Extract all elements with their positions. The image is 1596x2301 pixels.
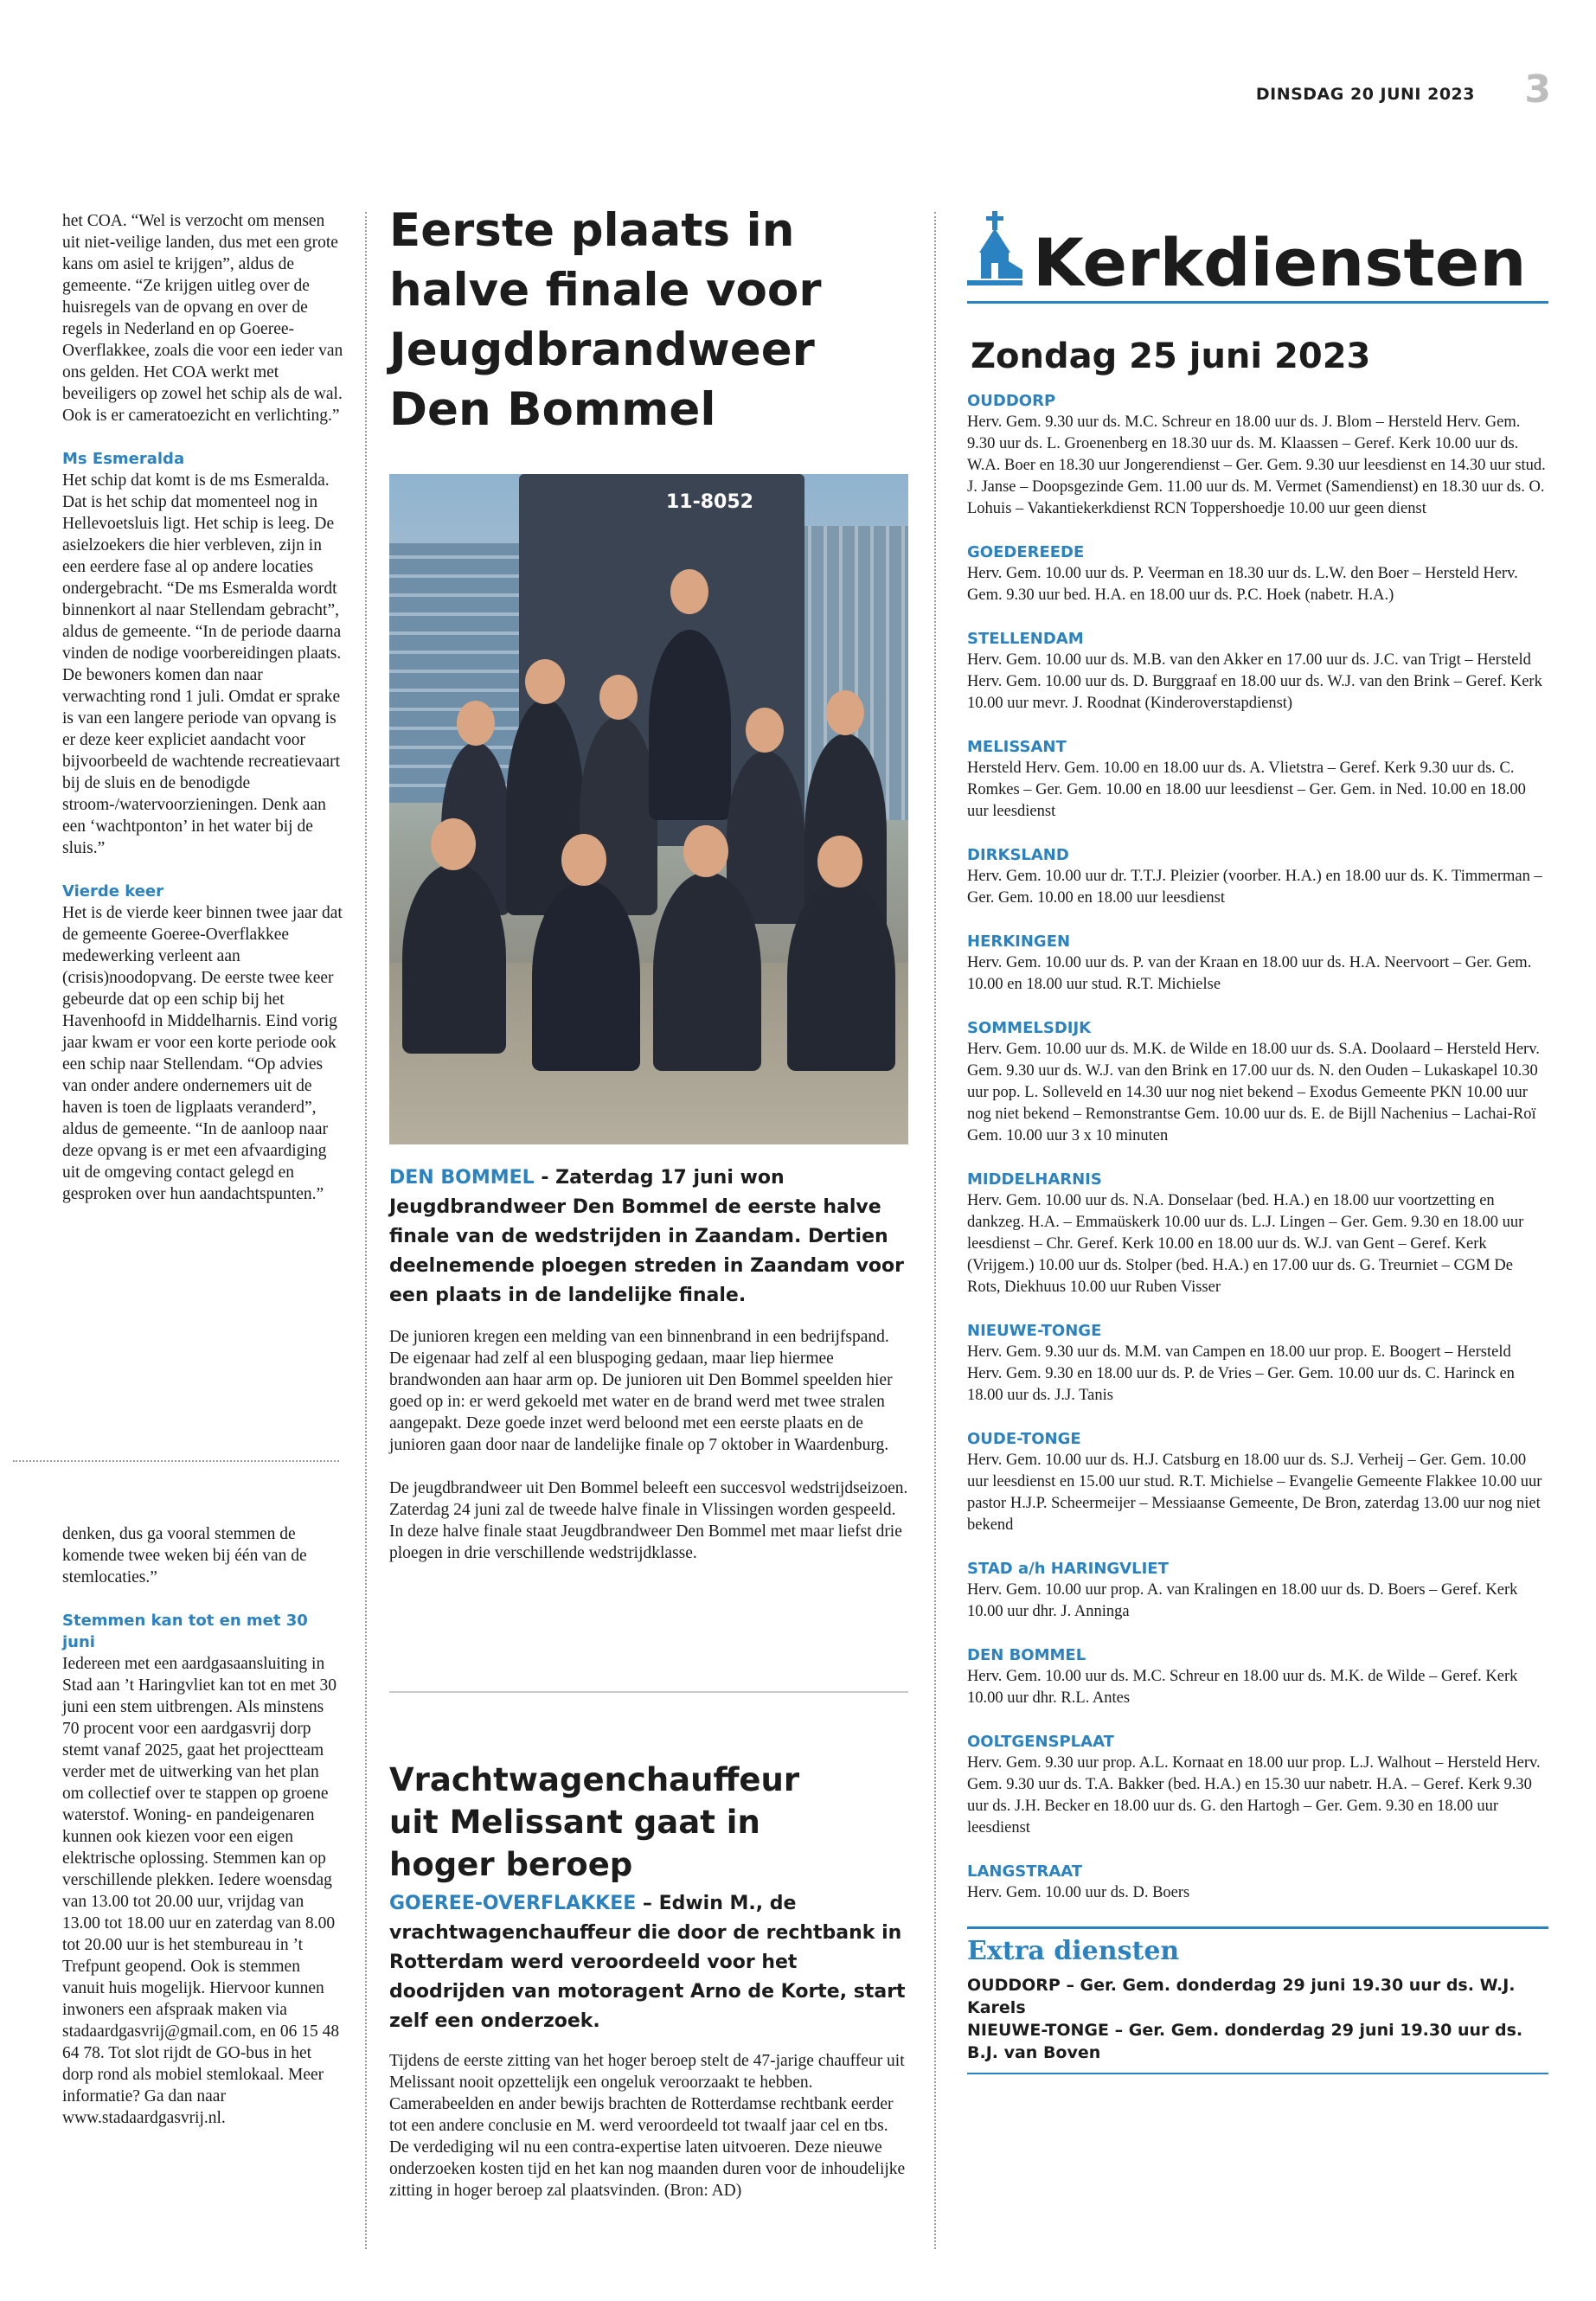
subheading-stemmen: Stemmen kan tot en met 30 juni — [62, 1612, 308, 1651]
truck-number: 11-8052 — [666, 491, 753, 513]
dateline-location: GOEREE-OVERFLAKKEE — [389, 1893, 637, 1914]
subheading-ms-esmeralda: Ms Esmeralda — [62, 450, 185, 468]
place-name: STELLENDAM — [967, 630, 1084, 648]
kerkdiensten-date: Zondag 25 juni 2023 — [971, 336, 1371, 376]
extra-service-line: NIEUWE-TONGE – Ger. Gem. donderdag 29 juni 19.30 uur ds. B.J. van Boven — [967, 2021, 1523, 2062]
place-name: OUDE-TONGE — [967, 1430, 1081, 1448]
paragraph: De jeugdbrandweer uit Den Bommel beleeft een succesvol wedstrijdseizoen. Zaterdag 24 juni zal de tweede halve finale in Vlissingen worden gespeeld. In deze halve finale staat Jeugdbrandweer Den Bommel met maar liefst drie ploegen in drie verschillende wedstrijdklasse. — [389, 1479, 908, 1562]
column-left — [62, 210, 343, 1227]
page-date: DINSDAG 20 JUNI 2023 — [1255, 85, 1475, 104]
place-name: STAD a/h HARINGVLIET — [967, 1560, 1169, 1578]
article-vrachtwagenchauffeur — [389, 1759, 908, 2202]
paragraph: het COA. “Wel is verzocht om mensen uit niet-veilige landen, dus met een grote kans om asiel te krijgen”, aldus de gemeente. “Ze krijgen uitleg over de huisregels van de opvang en over de regels in Nederland en op Goeree-Overflakkee, zoals die voor een ieder van ons gelden. Het COA werkt met beveiligers op zowel het schip als de wal. Ook is er cameratoezicht en verlichting.” — [62, 212, 343, 425]
place-name: MELISSANT — [967, 738, 1067, 756]
place-name: OUDDORP — [967, 392, 1056, 410]
church-listing — [967, 390, 1548, 1904]
paragraph: denken, dus ga vooral stemmen de komende twee weken bij één van de stemlocaties.” — [62, 1525, 307, 1586]
service-text: Herv. Gem. 10.00 uur ds. P. van der Kraan en 18.00 uur ds. H.A. Neervoort – Ger. Gem. 10.00 en 18.00 uur stud. R.T. Michielse — [967, 954, 1532, 993]
kerkdiensten-title: Kerkdiensten — [1033, 224, 1527, 301]
church-icon — [967, 211, 1022, 298]
divider — [389, 1691, 908, 1693]
article-lead: DEN BOMMEL - Zaterdag 17 juni won Jeugdbrandweer Den Bommel de eerste halve finale van de wedstrijden in Zaandam. Dertien deelnemende ploegen streden in Zaandam voor een plaats in de landelijke finale. — [389, 1167, 904, 1306]
divider — [13, 1460, 339, 1462]
place-name: NIEUWE-TONGE — [967, 1322, 1102, 1340]
place-name: LANGSTRAAT — [967, 1862, 1083, 1881]
column-separator-right — [934, 212, 936, 2249]
service-text: Herv. Gem. 10.00 uur ds. M.C. Schreur en 18.00 uur ds. M.K. de Wilde – Geref. Kerk 10.00 uur dhr. R.L. Antes — [967, 1668, 1518, 1707]
extra-diensten-box — [967, 1926, 1548, 2074]
article-body — [389, 1326, 908, 1564]
place-name: GOEDEREEDE — [967, 543, 1085, 561]
service-text: Herv. Gem. 10.00 uur ds. M.B. van den Akker en 17.00 uur ds. J.C. van Trigt – Hersteld Herv. Gem. 10.00 uur ds. D. Burggraaf en 18.00 uur ds. W.J. van den Brink – Geref. Kerk 10.00 uur mevr. J. Roodnat (Kinderoverstapdienst) — [967, 651, 1542, 712]
service-text: Herv. Gem. 9.30 uur prop. A.L. Kornaat en 18.00 uur prop. L.J. Walhout – Hersteld Herv. Gem. 9.30 uur ds. T.A. Bakker (bed. H.A.) en 15.30 uur nabetr. H.A. – Geref. Kerk 9.30 uur ds. J.H. Becker en 18.00 uur ds. G. den Hartogh – Ger. Gem. 9.30 en 18.00 uur leesdienst — [967, 1754, 1541, 1836]
service-text: Herv. Gem. 10.00 uur ds. H.J. Catsburg en 18.00 uur ds. S.J. Verheij – Ger. Gem. 10.00 uur leesdienst en 15.00 uur stud. R.T. Michielse – Evangelie Gemeente Flakkee 10.00 uur pastor H.J.P. Scheermeijer – Messiaanse Gemeente, De Bron, zaterdag 13.00 uur nog niet bekend — [967, 1452, 1542, 1534]
service-text: Herv. Gem. 10.00 uur prop. A. van Kralingen en 18.00 uur ds. D. Boers – Geref. Kerk 10.00 uur dhr. J. Anninga — [967, 1581, 1518, 1620]
paragraph: Het is de vierde keer binnen twee jaar dat de gemeente Goeree-Overflakkee medewerking verleent aan (crisis)noodopvang. De eerste twee keer gebeurde dat op een schip bij het Havenhoofd in Middelharnis. Eind vorig jaar kwam er voor een korte periode ook een schip naar Stellendam. “Op advies van onder andere ondernemers uit de haven is toen de ligplaats veranderd”, aldus de gemeente. “In de aanloop naar deze opvang is er met een afvaardiging uit de omgeving contact gelegd en gesproken over hun aandachtspunten.” — [62, 904, 343, 1203]
service-text: Herv. Gem. 10.00 uur ds. P. Veerman en 18.30 uur ds. L.W. den Boer – Hersteld Herv. Gem. 9.30 uur bed. H.A. en 18.00 uur ds. P.C. Hoek (nabetr. H.A.) — [967, 565, 1518, 604]
article-body — [389, 2050, 908, 2202]
article-photo — [389, 474, 908, 1144]
kerkdiensten-header — [967, 211, 1548, 304]
service-text: Herv. Gem. 10.00 uur dr. T.T.J. Pleizier (voorber. H.A.) en 18.00 uur ds. K. Timmerman – Ger. Gem. 10.00 en 18.00 uur leesdienst — [967, 868, 1542, 907]
paragraph: Het schip dat komt is de ms Esmeralda. Dat is het schip dat momenteel nog in Hellevoetsluis ligt. Het schip is leeg. De asielzoekers die hier verbleven, zijn in een eerdere fase al op andere locaties ondergebracht. “De ms Esmeralda wordt binnenkort al naar Stellendam gebracht”, aldus de gemeente. “In de periode daarna vinden de nodige voorbereidingen plaats. De bewoners komen dan naar verwachting rond 1 juli. Omdat er sprake is van een langere periode van opvang is er deze keer expliciet aandacht voor bijvoorbeeld de wachtende recreatievaart bij de sluis en de benodigde stroom-/watervoorzieningen. Denk aan een ‘wachtponton’ in het water bij de sluis.” — [62, 471, 342, 857]
service-text: Hersteld Herv. Gem. 10.00 en 18.00 uur ds. A. Vlietstra – Geref. Kerk 9.30 uur ds. C. Romkes – Ger. Gem. 10.00 en 18.00 uur leesdienst – Ger. Gem. in Ned. 10.00 en 18.00 uur leesdienst — [967, 760, 1526, 820]
column-separator-left — [365, 212, 367, 2249]
service-text: Herv. Gem. 9.30 uur ds. M.M. van Campen en 18.00 uur prop. E. Boogert – Hersteld Herv. Gem. 9.30 en 18.00 uur ds. P. de Vries – Ger. Gem. 10.00 uur ds. C. Harinck en 18.00 uur ds. J.J. Tanis — [967, 1343, 1515, 1404]
paragraph: De junioren kregen een melding van een binnenbrand in een bedrijfspand. De eigenaar had zelf al een bluspoging gedaan, maar liep hiermee brandwonden aan haar arm op. De junioren uit Den Bommel speelden hier goed op in: er werd gekoeld met water en de brand werd met twee stralen aangepakt. Deze goede inzet werd beloond met een eerste plaats en de junioren gaan door naar de landelijke finale op 7 oktober in Waardenburg. — [389, 1328, 893, 1454]
article-headline: Eerste plaats in halve finale voor Jeugdbrandweer Den Bommel — [389, 204, 822, 436]
place-name: SOMMELSDIJK — [967, 1019, 1092, 1037]
place-name: MIDDELHARNIS — [967, 1170, 1102, 1189]
extra-service-line: OUDDORP – Ger. Gem. donderdag 29 juni 19.30 uur ds. W.J. Karels — [967, 1976, 1516, 2017]
kerkdiensten-section — [967, 211, 1548, 2074]
place-name: DIRKSLAND — [967, 846, 1069, 864]
extra-diensten-title: Extra diensten — [967, 1936, 1180, 1966]
service-text: Herv. Gem. 9.30 uur ds. M.C. Schreur en 18.00 uur ds. J. Blom – Hersteld Herv. Gem. 9.30 uur ds. L. Groenenberg en 18.30 uur ds. M. Klaassen – Geref. Kerk 10.00 uur ds. W.A. Boer en 18.30 uur Jongerendienst – Ger. Gem. 9.30 uur leesdienst en 14.30 uur stud. J. Janse – Doopsgezinde Gem. 11.00 uur ds. M. Vermet (Samendienst) en 18.30 uur ds. O. Lohuis – Vakantiekerkdienst RCN Toppershoedje 10.00 uur geen dienst — [967, 413, 1546, 517]
place-name: HERKINGEN — [967, 933, 1071, 951]
paragraph: Tijdens de eerste zitting van het hoger beroep stelt de 47-jarige chauffeur uit Melissant nooit opzettelijk een ongeluk veroorzaakt te hebben. Camerabeelden en ander bewijs brachten de Rotterdamse rechtbank eerder tot een andere conclusie en M. werd veroordeeld tot twaalf jaar cel en tbs. De verdediging wil nu een contra-expertise laten uitvoeren. Deze nieuwe onderzoeken kosten tijd en het kan nog maanden duren voor de inhoudelijke zitting in hoger beroep zal plaatsvinden. (Bron: AD) — [389, 2052, 906, 2200]
service-text: Herv. Gem. 10.00 uur ds. D. Boers — [967, 1884, 1190, 1901]
place-name: OOLTGENSPLAAT — [967, 1733, 1114, 1751]
article-jeugdbrandweer — [389, 201, 908, 1564]
service-text: Herv. Gem. 10.00 uur ds. N.A. Donselaar (bed. H.A.) en 18.00 uur voortzetting en dankzeg. H.A. – Emmaüskerk 10.00 uur ds. L.J. Lingen – Ger. Gem. 9.30 en 18.00 uur leesdienst – Chr. Geref. Kerk 10.00 en 18.00 uur ds. W.J. van Gent – Geref. Kerk (Vrijgem.) 10.00 uur ds. Stolper (bed. H.A.) en 17.00 uur ds. G. Treurniet – CGM De Rots, Diekhuus 10.00 uur Ruben Visser — [967, 1192, 1524, 1296]
article-lead: GOEREE-OVERFLAKKEE – Edwin M., de vrachtwagenchauffeur die door de rechtbank in Rotterdam werd veroordeeld voor het doodrijden van motoragent Arno de Korte, start zelf een onderzoek. — [389, 1893, 906, 2032]
dateline-location: DEN BOMMEL — [389, 1167, 535, 1189]
page-number: 3 — [1524, 67, 1551, 112]
article-headline: Vrachtwagenchauffeur uit Melissant gaat in hoger beroep — [389, 1761, 800, 1883]
place-name: DEN BOMMEL — [967, 1646, 1086, 1664]
column-left-lower — [62, 1523, 343, 2129]
subheading-vierde-keer: Vierde keer — [62, 882, 164, 901]
service-text: Herv. Gem. 10.00 uur ds. M.K. de Wilde en 18.00 uur ds. S.A. Doolaard – Hersteld Herv. Gem. 9.30 uur ds. W.J. van den Brink en 17.00 uur ds. N. den Ouden – Lukaskapel 10.30 uur pop. L. Solleveld en 14.30 uur nog niet bekend – Exodus Gemeente PKN 10.00 uur nog niet bekend – Remonstrantse Gem. 10.00 uur ds. E. de Bijll Nachenius – Lachai-Roï Gem. 10.00 uur 3 x 10 minuten — [967, 1041, 1540, 1144]
paragraph: Iedereen met een aardgasaansluiting in Stad aan ’t Haringvliet kan tot en met 30 juni een stem uitbrengen. Als minstens 70 procent voor een aardgasvrij dorp stemt vanaf 2025, gaat het projectteam verder met de uitwerking van het plan om collectief over te stappen op groene waterstof. Woning- en pandeigenaren kunnen ook kiezen voor een eigen elektrische oplossing. Stemmen kan op verschillende plekken. Iedere woensdag van 13.00 tot 20.00 uur, vrijdag van 13.00 tot 18.00 uur en zaterdag van 8.00 tot 20.00 uur is het stembureau in ’t Trefpunt geopend. Ook is stemmen vanuit huis mogelijk. Hiervoor kunnen inwoners een afspraak maken via stadaardgasvrij@gmail.com, en 06 15 48 64 78. Tot slot rijdt de GO-bus in het dorp rond als mobiel stemlokaal. Meer informatie? Ga dan naar www.stadaardgasvrij.nl. — [62, 1655, 340, 2127]
